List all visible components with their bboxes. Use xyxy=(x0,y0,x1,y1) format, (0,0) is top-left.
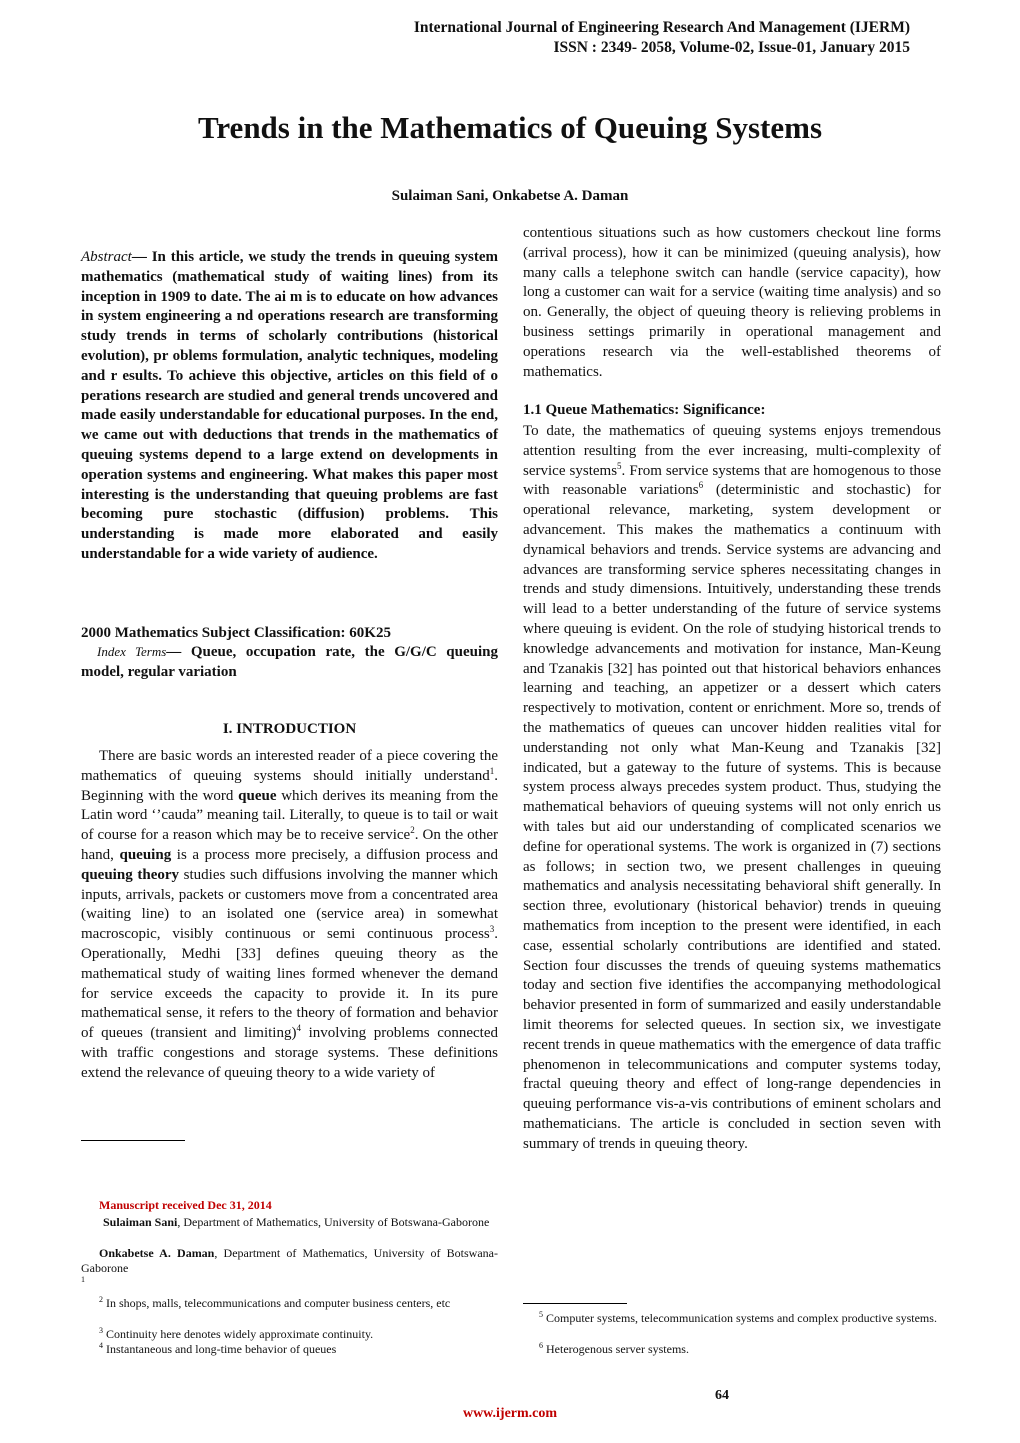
subsection-heading-significance: 1.1 Queue Mathematics: Significance: xyxy=(523,402,766,418)
footnote-mark: 5 xyxy=(539,1310,543,1319)
section-heading-introduction: I. INTRODUCTION xyxy=(222,721,357,737)
body-text: (deterministic and stochastic) for operational relevance, marketing, system development or advancement. This makes the mathematics a continuum with dynamical behaviors and trends. Service systems are advancing and advances are transforming service spheres necessitating changes in trends and study dimensions. Intuitively, understanding these trends will lead to a better understanding of the future of service systems where queuing is evident. On the role of studying historical trends to knowledge advancements and motivation for instance, Man-Keung and Tzanakis [32] has pointed out that historical behaviors enhances learning and teaching, an appetizer or a dessert which caters respectively to motivation, content or enrichment. More so, trends of the mathematics of queues can uncover hidden realities vital for understanding not only what Man-Keung and Tzanakis [32] indicated, but a gateway to the future of systems. This is because system process always precedes system product. Thus, studying the mathematical behaviors of queuing systems will not only enrich us with tales but aid our understanding of complicated scenarios we define for operational systems. The work is organized in (7) sections as follows; in section two, we present challenges in queuing mathematics and analysis necessitating behavioral shift generally. In section three, evolutionary (historical behavior) trends in queuing mathematics from inception to the present were identified, in each case, essential scholarly contributions are identified and stated. Section four discusses the trends of queuing systems mathematics today and section five identifies the accompanying methodological behavior presented in form of summarized and easily understandable limit theorems for selected queues. In section six, we investigate recent trends in queue mathematics with the emergence of data traffic phenomenon in telecommunications and computer systems today, fractal queuing theory and effect of long-range dependencies in queuing performance vis-a-vis contributions of eminent scholars and mathematicians. The article is concluded in section seven with summary of trends in queuing theory. xyxy=(523,482,942,1152)
abstract-label: Abstract xyxy=(81,249,132,265)
footnote-4 xyxy=(81,1342,498,1357)
right-column-paragraph-2 xyxy=(523,422,941,1154)
term-queuing-theory: queuing theory xyxy=(81,866,180,883)
footnote-ref: 5 xyxy=(617,460,622,471)
footnote-ref: 2 xyxy=(410,825,415,836)
intro-text: is a process more precisely, a diffusion process and xyxy=(171,846,498,863)
author2-name: Onkabetse A. Daman xyxy=(99,1246,215,1260)
manuscript-received: Manuscript received Dec 31, 2014 xyxy=(99,1198,272,1212)
footnote-mark: 4 xyxy=(99,1341,103,1350)
journal-url-link[interactable]: www.ijerm.com xyxy=(462,1406,558,1421)
paper-title: Trends in the Mathematics of Queuing Systems xyxy=(197,110,823,145)
abstract-text: — In this article, we study the trends in queuing system mathematics (mathematical study of waiting lines) from its inception in 1909 to date. The ai m is to educate on how advances in system engineering a nd operations research are transforming study trends in terms of scholarly contributions (historical evolution), pr oblems formulation, analytic techniques, modeling and r esults. To achieve this objective, articles on this field of o perations research are studied and general trends uncovered and made easily understandable for educational purposes. In the end, we came out with deductions that trends in the mathematics of queuing systems depend to a large extend on developments in operation systems and engineering. What makes this paper most interesting is the understanding that queuing problems are fast becoming pure stochastic (diffusion) problems. This understanding is made more elaborated and easily understandable for a wide variety of audience. xyxy=(81,249,498,562)
index-terms xyxy=(81,642,498,683)
intro-text: . Operationally, Medhi [33] defines queuing theory as the mathematical study of waiting lines formed whenever the demand for service exceeds the capacity to provide it. In its pure mathematical sense, it refers to the theory of formation and behavior of queues (transient and limiting) xyxy=(81,926,498,1042)
footnote-ref: 6 xyxy=(698,480,704,491)
intro-text: which derives its meaning from the Latin word ‘’cauda” meaning tail. Literally, to queue is to tail or wait of course for a reason which may be to receive service xyxy=(81,787,498,844)
abstract xyxy=(81,248,498,565)
footnote-mark: 2 xyxy=(99,1295,103,1304)
author1-aff: , Department of Mathematics, University of Botswana-Gaborone xyxy=(177,1215,490,1229)
body-text: . From service systems that are homogenous to those with reasonable variations xyxy=(523,462,942,499)
footnote-text: Continuity here denotes widely approximate continuity. xyxy=(103,1327,374,1341)
footnote-2 xyxy=(81,1296,498,1311)
intro-text: . Beginning with the word xyxy=(81,767,498,804)
index-terms-label: Index Terms xyxy=(97,644,167,659)
footnote-6 xyxy=(523,1342,941,1357)
term-queuing: queuing xyxy=(119,846,172,863)
footnote-text: In shops, malls, telecommunications and computer business centers, etc xyxy=(103,1296,451,1310)
intro-text: . On the other hand, xyxy=(81,827,499,863)
intro-text: involving problems connected with traffic congestions and storage systems. These definitions extend the relevance of queuing theory to a wide variety of xyxy=(81,1025,498,1081)
footnote-separator xyxy=(81,1140,185,1141)
right-column-paragraph-1: contentious situations such as how customers checkout line forms (arrival process), how it can be minimized (queuing analysis), how many calls a telephone switch can handle (service capacity), how long a customer can wait for a service (waiting time analysis) and so on. Generally, the object of queuing theory is relieving problems in business settings primarily in operational management and operations research via the well-established theorems of mathematics. xyxy=(523,225,941,380)
footnote-ref: 4 xyxy=(296,1023,301,1034)
footnote-text: Computer systems, telecommunication systems and complex productive systems. xyxy=(543,1311,937,1325)
footnote-ref: 3 xyxy=(489,924,495,935)
intro-text: There are basic words an interested reader of a piece covering the mathematics of queuing systems should initially understand xyxy=(81,748,498,784)
footnote-5 xyxy=(523,1311,941,1326)
footnote-mark: 3 xyxy=(99,1326,103,1335)
footnote-text: Instantaneous and long-time behavior of queues xyxy=(103,1342,337,1356)
introduction-paragraph xyxy=(81,747,498,1084)
body-text: To date, the mathematics of queuing systems enjoys tremendous attention resulting from the ever increasing, multi-complexity of service systems xyxy=(523,423,941,479)
footnote-text: Heterogenous server systems. xyxy=(543,1342,689,1356)
journal-header xyxy=(414,18,910,58)
footnote-mark: 1 xyxy=(81,1275,85,1284)
footnote-ref: 1 xyxy=(489,765,495,776)
journal-issn: ISSN : 2349- 2058, Volume-02, Issue-01, January 2015 xyxy=(553,39,910,56)
paper-authors: Sulaiman Sani, Onkabetse A. Daman xyxy=(391,188,629,204)
footnote-3 xyxy=(81,1327,498,1342)
page-number: 64 xyxy=(715,1388,729,1403)
author1-name: Sulaiman Sani xyxy=(103,1215,178,1229)
intro-text: studies such diffusions involving the manner which inputs, arrivals, packets or customers move from a concentrated area (waiting line) to an isolated one (service area) in somewhat macroscopic, visibly continuous or semi continuous process xyxy=(81,866,498,943)
author2-aff: , Department of Mathematics, University of Botswana-Gaborone xyxy=(81,1246,498,1275)
footnote-mark: 6 xyxy=(539,1341,543,1350)
author2-affiliation xyxy=(81,1246,498,1276)
msc-classification: 2000 Mathematics Subject Classification: 60K25 xyxy=(81,625,391,641)
footnote-separator-right xyxy=(523,1303,627,1304)
journal-name: International Journal of Engineering Research And Management (IJERM) xyxy=(413,19,910,36)
author1-affiliation xyxy=(81,1215,498,1230)
term-queue: queue xyxy=(238,787,277,804)
footnote-1 xyxy=(81,1276,498,1291)
index-terms-text: — Queue, occupation rate, the G/G/C queuing model, regular variation xyxy=(81,644,498,680)
